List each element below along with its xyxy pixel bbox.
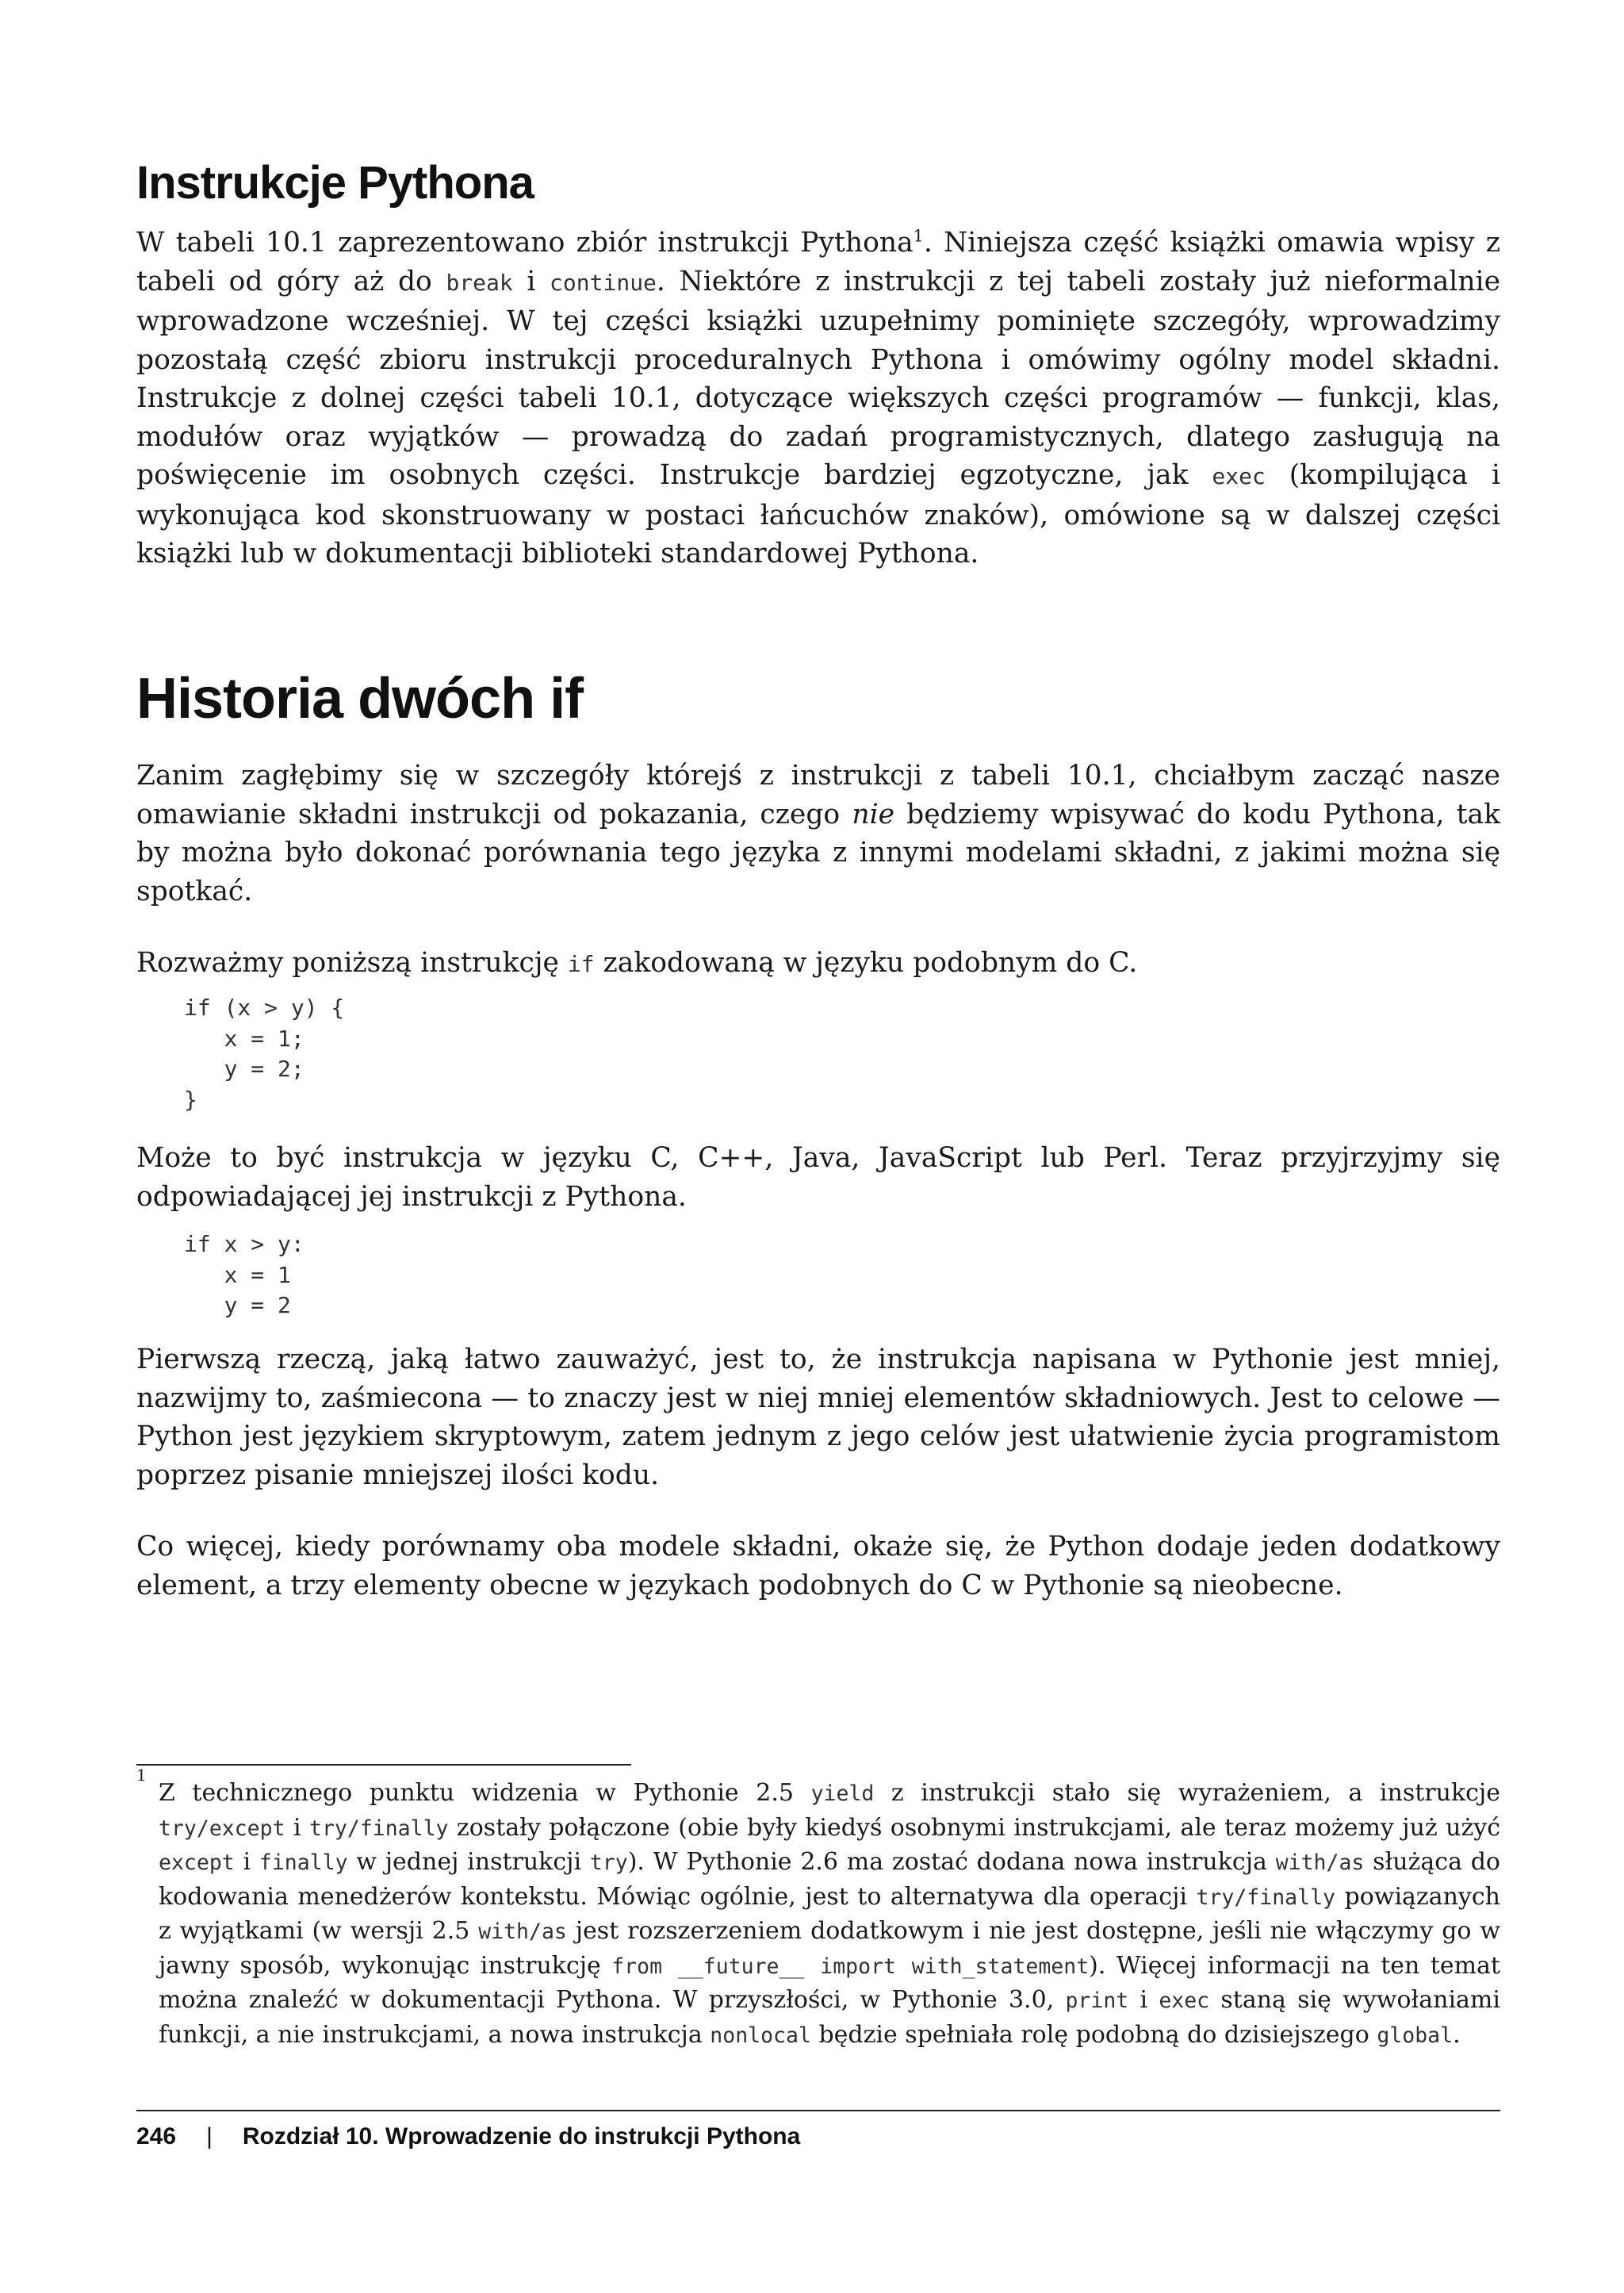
footnote: 1 Z technicznego punktu widzenia w Pythonie 2.5 yield z instrukcji stało się wyrażeniem, a instrukcje try/except i try/finally zostały połączone (obie były kiedyś osobnymi instrukcjami, ale teraz możemy już użyć except i finally w jednej instrukcji try). W Pythonie 2.6 ma zostać dodana nowa instrukcja with/as służąca do kodowania menedżerów kontekstu. Mówiąc ogólnie, jest to alternatywa dla operacji try/finally powiązanych z wyjątkami (w wersji 2.5 with/as jest rozszerzeniem dodatkowym i nie jest dostępne, jeśli nie włączymy go w jawny sposób, wykonując instrukcję from __future__ import with_statement). Więcej informacji na ten temat można znaleźć w dokumentacji Pythona. W przyszłości, w Pythonie 3.0, print i exec staną się wywołaniami funkcji, a nie instrukcjami, a nowa instrukcja nonlocal będzie spełniała rolę podobną do dzisiejszego global. bbox=[136, 1777, 1500, 2053]
code-block-python: if x > y: x = 1 y = 2 bbox=[184, 1231, 304, 1318]
footnote-divider bbox=[136, 1764, 631, 1766]
page-footer bbox=[136, 2121, 800, 2153]
inline-code: if bbox=[567, 951, 595, 977]
inline-code: continue bbox=[550, 269, 657, 296]
section-heading-instrukcje: Instrukcje Pythona bbox=[136, 157, 534, 209]
code-block-c: if (x > y) { x = 1; y = 2; } bbox=[184, 995, 345, 1113]
paragraph-historia-4: Pierwszą rzeczą, jaką łatwo zauważyć, jest to, że instrukcja napisana w Pythonie jest mniej, nazwijmy to, zaśmiecona — to znaczy jest w niej mniej elementów składniowych. Jest to celowe — Python jest językiem skryptowym, zatem jednym z jego celów jest ułatwienie życia programistom poprzez pisanie mniejszej ilości kodu. bbox=[136, 1344, 1500, 1491]
chapter-title: Rozdział 10. Wprowadzenie do instrukcji Pythona bbox=[242, 2123, 801, 2149]
footer-divider bbox=[136, 2110, 1500, 2111]
paragraph-historia-1: Zanim zagłębimy się w szczegóły którejś z instrukcji z tabeli 10.1, chciałbym zacząć nasze omawianie składni instrukcji od pokazania, czego nie będziemy wpisywać do kodu Pythona, tak by można było dokonać porównania tego języka z innymi modelami składni, z jakimi można się spotkać. bbox=[136, 760, 1500, 907]
footnote-reference[interactable]: 1 bbox=[913, 226, 924, 246]
inline-code: exec bbox=[1212, 463, 1266, 489]
section-heading-historia: Historia dwóch if bbox=[136, 667, 584, 730]
paragraph-historia-5: Co więcej, kiedy porównamy oba modele składni, okaże się, że Python dodaje jeden dodatkowy element, a trzy elementy obecne w językach podobnych do C w Pythonie są nieobecne. bbox=[136, 1531, 1500, 1601]
paragraph-historia-3: Może to być instrukcja w języku C, C++, Java, JavaScript lub Perl. Teraz przyjrzyjmy się odpowiadającej jej instrukcji z Pythona. bbox=[136, 1142, 1500, 1213]
paragraph-intro: W tabeli 10.1 zaprezentowano zbiór instrukcji Pythona$^1$. Niniejsza część książki omawia wpisy z tabeli od góry aż do break i continue. Niektóre z instrukcji z tej tabeli zostały już nieformalnie wprowadzone wcześniej. W tej części książki uzupełnimy pominięte szczegóły, wprowadzimy pozostałą część zbioru instrukcji proceduralnych Pythona i omówimy ogólny model składni. Instrukcje z dolnej części tabeli 10.1, dotyczące większych części programów — funkcji, klas, modułów oraz wyjątków — prowadzą do zadań programistycznych, dlatego zasługują na poświęcenie im osobnych części. Instrukcje bardziej egzotyczne, jak exec (kompilująca i wykonująca kod skonstruowany w postaci łańcuchów znaków), omówione są w dalszej części książki lub w dokumentacji biblioteki standardowej Pythona. bbox=[136, 226, 1500, 569]
footer-separator: | bbox=[206, 2123, 213, 2149]
footnote-text: Z technicznego punktu widzenia w Pythonie 2.5 yield z instrukcji stało się wyrażeniem, a instrukcje try/except i try/finally zostały połączone (obie były kiedyś osobnymi instrukcjami, ale teraz możemy już użyć except i finally w jednej instrukcji try). W Pythonie 2.6 ma zostać dodana nowa instrukcja with/as służąca do kodowania menedżerów kontekstu. Mówiąc ogólnie, jest to alternatywa dla operacji try/finally powiązanych z wyjątkami (w wersji 2.5 with/as jest rozszerzeniem dodatkowym i nie jest dostępne, jeśli nie włączymy go w jawny sposób, wykonując instrukcję from __future__ import with_statement). Więcej informacji na ten temat można znaleźć w dokumentacji Pythona. W przyszłości, w Pythonie 3.0, print i exec staną się wywołaniami funkcji, a nie instrukcjami, a nowa instrukcja nonlocal będzie spełniała rolę podobną do dzisiejszego global. bbox=[159, 1779, 1501, 2049]
paragraph-historia-2: Rozważmy poniższą instrukcję if zakodowaną w języku podobnym do C. bbox=[136, 947, 1138, 979]
inline-code: break bbox=[446, 269, 513, 296]
page-number: 246 bbox=[136, 2123, 177, 2149]
